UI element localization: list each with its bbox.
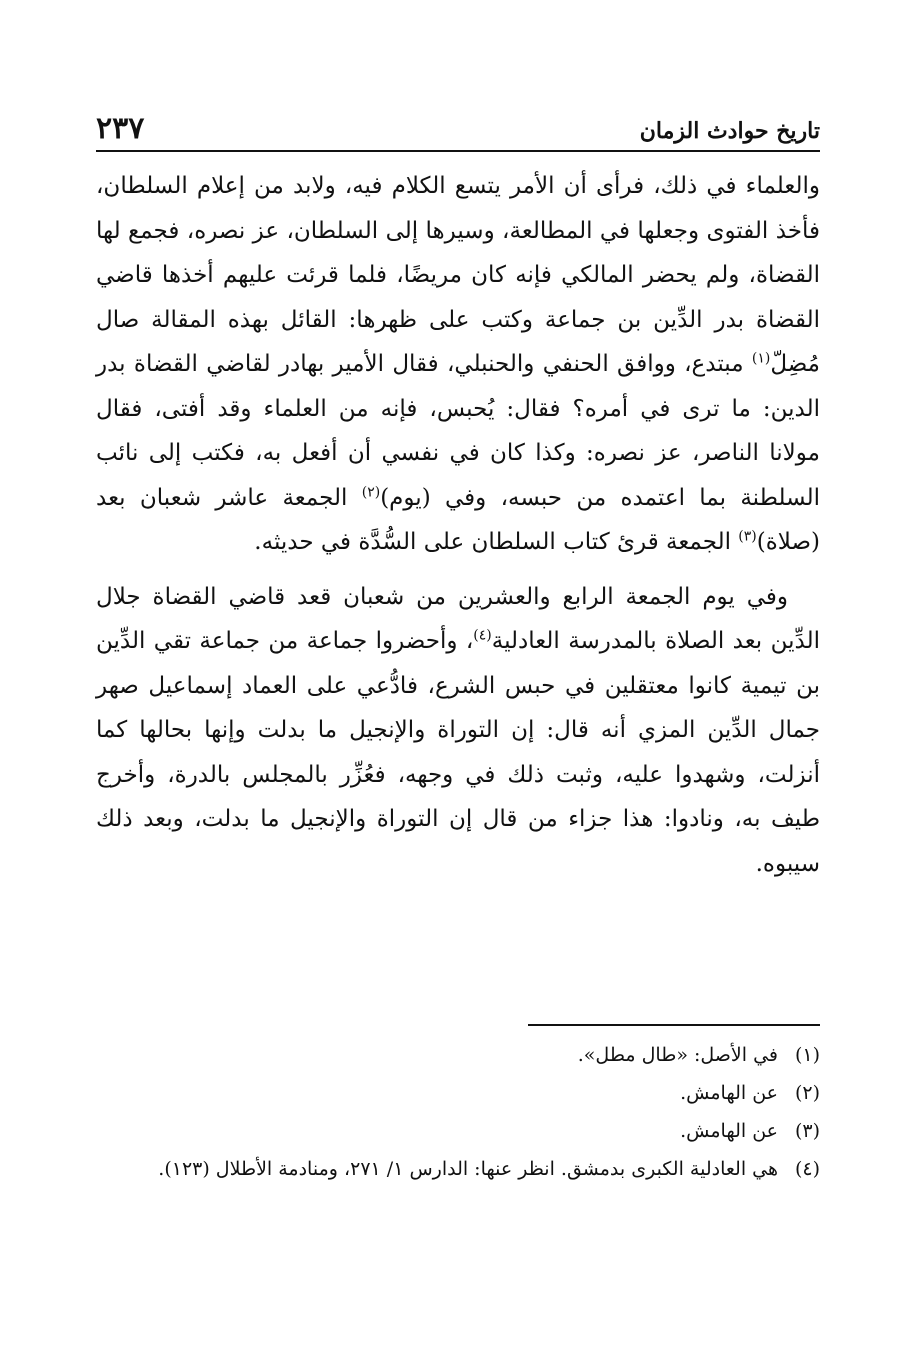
footnote-number: (٣) [794,1120,820,1142]
footnote-number: (٢) [794,1082,820,1104]
footnote-text: عن الهامش. [680,1082,778,1104]
footnotes [96,1036,820,1188]
footnote-number: (٤) [794,1158,820,1180]
footnote-2 [96,1074,820,1112]
footnote-ref-1[interactable]: (١) [751,350,771,367]
footnote-4 [96,1150,820,1188]
footnote-ref-2[interactable]: (٢) [361,483,381,500]
footnote-text: عن الهامش. [680,1120,778,1142]
paragraph-1-text-3: الجمعة عاشر شعبان بعد (صلاة) [96,484,820,555]
footnote-separator [528,1024,820,1026]
paragraph-2 [96,575,820,887]
paragraph-1-text-4: الجمعة قرئ كتاب السلطان على السُّدَّة في حديثه. [254,529,739,555]
paragraph-2-text-1: وفي يوم الجمعة الرابع والعشرين من شعبان قعد قاضي القضاة جلال الدِّين بعد الصلاة بالمدرسة العادلية [96,583,820,654]
paragraph-1 [96,164,820,565]
footnote-ref-3[interactable]: (٣) [738,528,757,545]
paragraph-1-text-1: والعلماء في ذلك، فرأى أن الأمر يتسع الكلام فيه، ولابد من إعلام السلطان، فأخذ الفتوى وجعلها في المطالعة، وسيرها إلى السلطان، عز نصره، فجمع لها القضاة، ولم يحضر المالكي فإنه كان مريضًا، فلما قرئت عليهم أخذها قاضي القضاة بدر الدِّين بن جماعة وكتب على ظهرها: القائل بهذه المقالة صال مُضِلّ [96,173,820,377]
footnote-text: هي العادلية الكبرى بدمشق. انظر عنها: الدارس ١/ ٢٧١، ومنادمة الأطلال (١٢٣). [158,1158,778,1180]
running-header [96,100,820,144]
book-title: تاريخ حوادث الزمان [639,117,820,144]
page-number: ٢٣٧ [96,111,145,146]
footnote-3 [96,1112,820,1150]
footnote-number: (١) [794,1044,820,1066]
footnote-ref-4[interactable]: (٤) [473,627,492,644]
paragraph-1-text-2: مبتدع، ووافق الحنفي والحنبلي، فقال الأمير بهادر لقاضي القضاة بدر الدين: ما ترى في أمره؟ فقال: يُحبس، فإنه من العلماء وقد أفتى، فقال مولانا الناصر، عز نصره: وكذا كان في نفسي أن أفعل به، فكتب إلى نائب السلطنة بما اعتمده من حبسه، وفي (يوم) [96,351,820,511]
header-rule [96,150,820,152]
body-text [96,164,820,886]
footnote-text: في الأصل: «طال مطل». [577,1044,778,1066]
paragraph-2-text-2: ، وأحضروا جماعة من جماعة تقي الدِّين بن تيمية كانوا معتقلين في حبس الشرع، فادُّعي على العماد إسماعيل صهر جمال الدِّين المزي أنه قال: إن التوراة والإنجيل ما بدلت وإنها بحالها كما أنزلت، وشهدوا عليه، وثبت ذلك في وجهه، فعُزِّر بالمجلس بالدرة، وأخرج طيف به، ونادوا: هذا جزاء من قال إن التوراة والإنجيل ما بدلت، وبعد ذلك سيبوه. [96,628,820,877]
footnote-1 [96,1036,820,1074]
